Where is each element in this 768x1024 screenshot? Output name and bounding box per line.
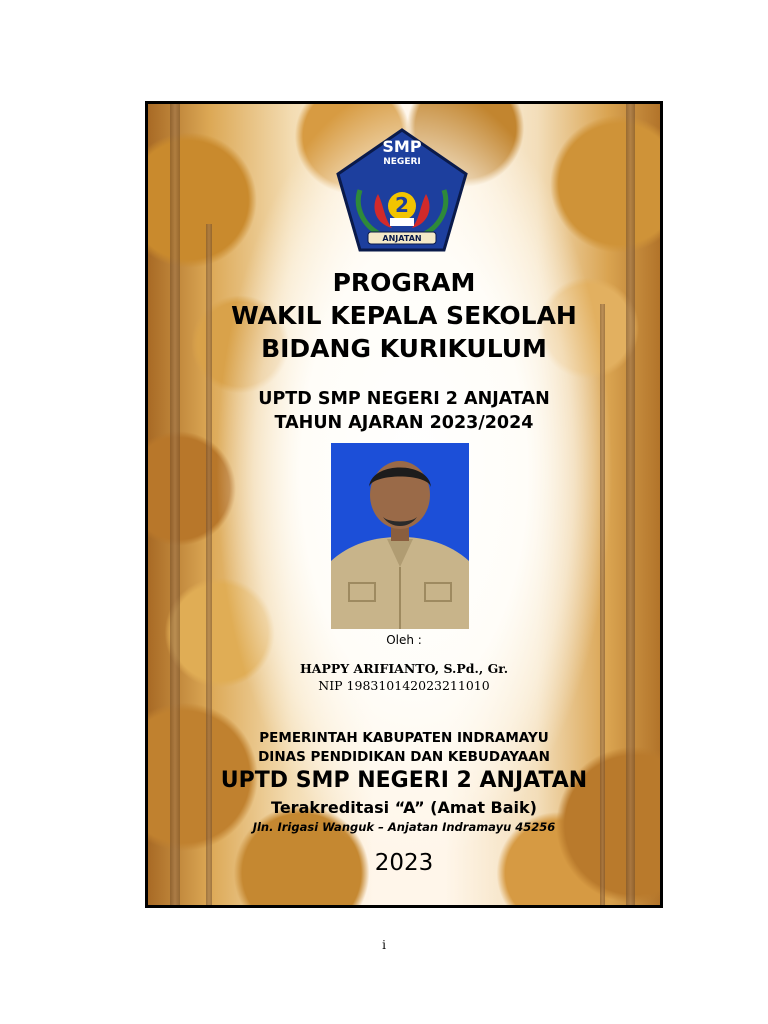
title-line-2: WAKIL KEPALA SEKOLAH	[231, 301, 577, 330]
subtitle-line-1: UPTD SMP NEGERI 2 ANJATAN	[258, 389, 550, 409]
logo-text-smp: SMP	[382, 137, 422, 156]
program-title	[148, 266, 660, 365]
logo-number: 2	[395, 193, 409, 217]
page-number: i	[382, 938, 386, 952]
school-logo-emblem	[334, 128, 470, 254]
government-heading	[148, 729, 660, 767]
author-portrait	[331, 443, 469, 629]
school-name: UPTD SMP NEGERI 2 ANJATAN	[220, 768, 588, 793]
title-line-1: PROGRAM	[332, 268, 476, 297]
cover-year: 2023	[374, 850, 434, 876]
subtitle-line-2: TAHUN AJARAN 2023/2024	[274, 413, 534, 433]
logo-ribbon-text: ANJATAN	[382, 234, 422, 243]
author-name: HAPPY ARIFIANTO, S.Pd., Gr.	[299, 661, 509, 676]
author-nip: NIP 198310142023211010	[318, 678, 490, 693]
by-label: Oleh :	[386, 633, 422, 647]
accreditation: Terakreditasi “A” (Amat Baik)	[271, 798, 537, 817]
government-line-2: DINAS PENDIDIKAN DAN KEBUDAYAAN	[258, 749, 550, 765]
cover-page	[145, 101, 663, 908]
logo-text-negeri: NEGERI	[383, 157, 421, 167]
author-photo	[331, 443, 469, 629]
school-logo	[334, 128, 470, 254]
government-line-1: PEMERINTAH KABUPATEN INDRAMAYU	[259, 730, 549, 746]
school-address: Jln. Irigasi Wanguk – Anjatan Indramayu 45256	[252, 820, 556, 834]
program-subtitle	[148, 387, 660, 435]
title-line-3: BIDANG KURIKULUM	[261, 334, 547, 363]
